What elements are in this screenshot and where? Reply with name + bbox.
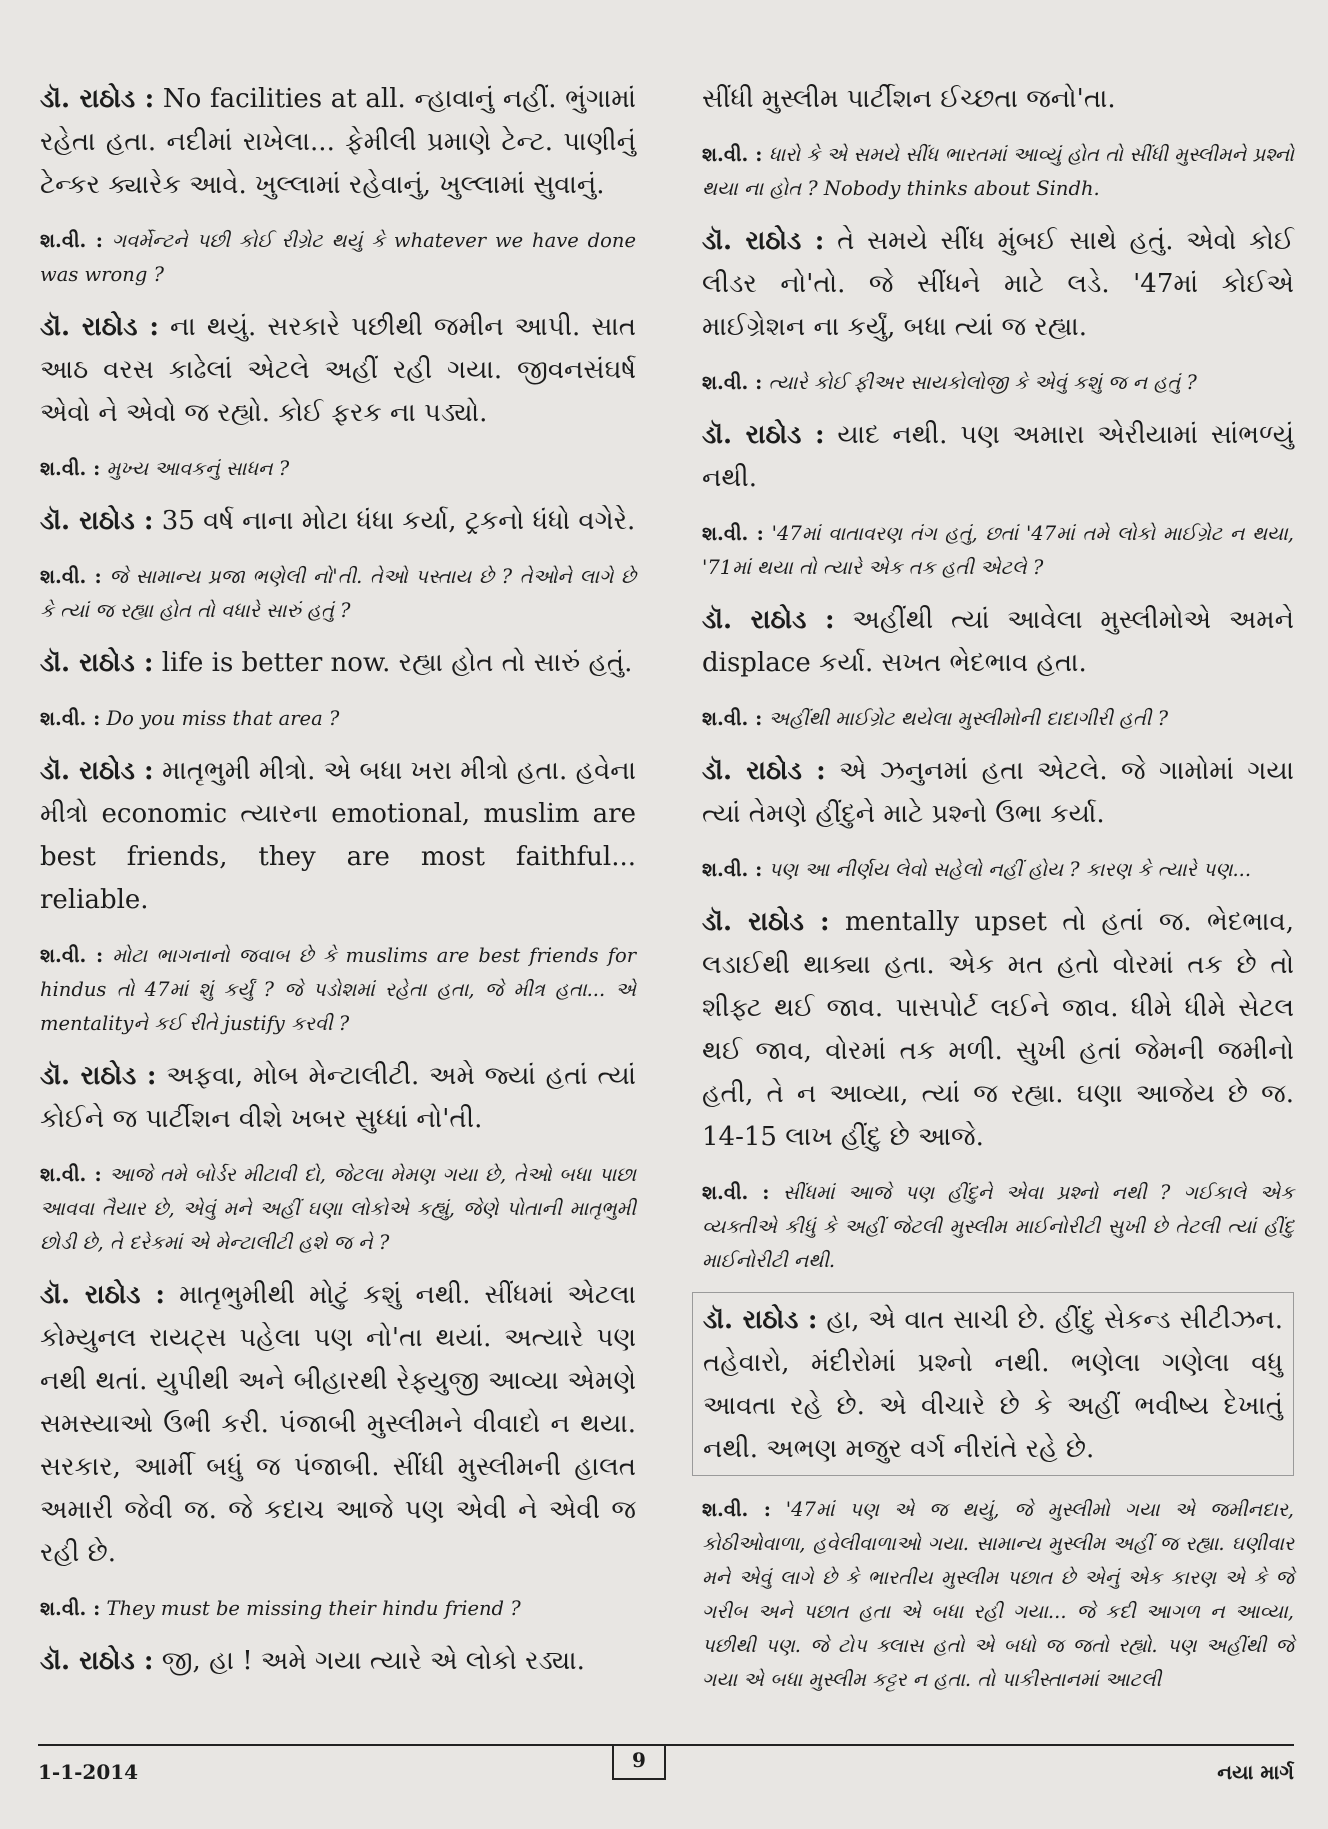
speaker-label-interviewee: ડૉ. રાઠોડ : (702, 605, 835, 635)
page-footer (38, 1744, 1294, 1806)
speaker-label-interviewee: ડૉ. રાઠોડ : (702, 756, 826, 786)
speaker-label-interviewer: શ.વી. : (40, 944, 104, 967)
paragraph-text: Do you miss that area ? (106, 707, 340, 730)
speaker-label-interviewer: શ.વી. : (702, 1181, 770, 1204)
paragraph-text: ત્યારે કોઈ ફીઅર સાયકોલોજી કે એવું કશું જ ન હતું ? (768, 371, 1197, 394)
interviewee-answer (702, 750, 1294, 836)
speaker-label-interviewer: શ.વી. : (40, 565, 102, 588)
speaker-label-interviewee: ડૉ. રાઠોડ : (702, 226, 825, 256)
interviewer-question (40, 452, 636, 486)
speaker-label-interviewer: શ.વી. : (40, 229, 104, 252)
two-column-layout (40, 78, 1294, 1711)
interviewer-question (702, 702, 1294, 736)
paragraph-text: No facilities at all. ન્હાવાનું નહીં. ભુંગામાં રહેતા હતા. નદીમાં રાખેલા... ફેમીલી પ્રમાણે ટેન્ટ. પાણીનું ટેન્કર ક્યારેક આવે. ખુલ્લામાં રહેવાનું, ખુલ્લામાં સુવાનું. (40, 84, 637, 200)
speaker-label-interviewer: શ.વી. : (40, 1597, 101, 1620)
interviewee-answer (702, 901, 1294, 1159)
paragraph-text: આજે તમે બોર્ડર મીટાવી દો, જેટલા મેમણ ગયા છે, તેઓ બધા પાછા આવવા તૈયાર છે, એવું મને અહીં ઘણા લોકોએ કહ્યું, જેણે પોતાની માતૃભુમી છોડી છે, તે દરેકમાં એ મેન્ટાલીટી હશે જ ને ? (40, 1163, 637, 1254)
paragraph-text: સીંધમાં આજે પણ હીંદુને એવા પ્રશ્નો નથી ? ગઈકાલે એક વ્યક્તીએ કીધું કે અહીં જેટલી મુસ્લીમ માઈનોરીટી સુખી છે તેટલી ત્યાં હીંદુ માઈનોરીટી નથી. (702, 1181, 1295, 1272)
paragraph-text: સીંધી મુસ્લીમ પાર્ટીશન ઈચ્છતા જનો'તા. (702, 84, 1116, 114)
speaker-label-interviewee: ડૉ. રાઠોડ : (40, 506, 154, 536)
paragraph-text: 35 વર્ષ નાના મોટા ધંધા કર્યા, ટ્રકનો ધંધો વગેરે. (161, 506, 636, 536)
interviewee-answer (702, 78, 1294, 121)
speaker-label-interviewee: ડૉ. રાઠોડ : (702, 420, 825, 450)
paragraph-text: તે સમયે સીંધ મુંબઈ સાથે હતું. એવો કોઈ લીડર નો'તો. જે સીંધને માટે લડે. '47માં કોઈએ માઈગ્રેશન ના કર્યું, બધા ત્યાં જ રહ્યા. (702, 226, 1295, 342)
interviewer-question (40, 224, 636, 292)
paragraph-text: મોટા ભાગનાનો જવાબ છે કે muslims are best friends for hindus તો 47માં શું કર્યું ? જે પડોશમાં રહેતા હતા, જે મીત્ર હતા... એ mentalityને કઈ રીતે justify કરવી ? (40, 944, 637, 1035)
paragraph-text: અફવા, મોબ મેન્ટાલીટી. અમે જ્યાં હતાં ત્યાં કોઈને જ પાર્ટીશન વીશે ખબર સુધ્ધાં નો'તી. (40, 1061, 637, 1134)
speaker-label-interviewer: શ.વી. : (702, 707, 763, 730)
speaker-label-interviewer: શ.વી. : (702, 371, 763, 394)
paragraph-text: '47માં વાતાવરણ તંગ હતું, છતાં '47માં તમે લોકો માઈગ્રેટ ન થયા, '71માં થયા તો ત્યારે એક તક હતી એટલે ? (702, 522, 1295, 579)
interviewee-answer (40, 1274, 636, 1575)
paragraph-text: અહીંથી માઈગ્રેટ થયેલા મુસ્લીમોની દાદાગીરી હતી ? (768, 707, 1169, 730)
speaker-label-interviewee: ડૉ. રાઠોડ : (40, 756, 154, 786)
speaker-label-interviewer: શ.વી. : (702, 143, 763, 166)
paragraph-text: life is better now. રહ્યા હોત તો સારું હતું. (161, 648, 633, 678)
magazine-name: નયા માર્ગ (1217, 1760, 1294, 1784)
paragraph-text: માતૃભુમીથી મોટું કશું નથી. સીંધમાં એટલા કોમ્યુનલ રાયટ્સ પહેલા પણ નો'તા થયાં. અત્યારે પણ નથી થતાં. યુપીથી અને બીહારથી રેફ્યુજી આવ્યા એમણે સમસ્યાઓ ઉભી કરી. પંજાબી મુસ્લીમને વીવાદો ન થયા. સરકાર, આર્મી બધું જ પંજાબી. સીંધી મુસ્લીમની હાલત અમારી જેવી જ. જે કદાચ આજે પણ એવી ને એવી જ રહી છે. (40, 1280, 637, 1568)
paragraph-text: જે સામાન્ય પ્રજા ભણેલી નો'તી. તેઓ પસ્તાય છે ? તેઓને લાગે છે કે ત્યાં જ રહ્યા હોત તો વધારે સારું હતું ? (40, 565, 636, 622)
speaker-label-interviewee: ડૉ. રાઠોડ : (703, 1305, 818, 1335)
interviewer-question (40, 702, 636, 736)
left-column (40, 78, 636, 1711)
interviewer-question (40, 1158, 636, 1260)
interviewee-answer (40, 78, 636, 207)
speaker-label-interviewee: ડૉ. રાઠોડ : (40, 1280, 166, 1310)
paragraph-text: માતૃભુમી મીત્રો. એ બધા ખરા મીત્રો હતા. હવેના મીત્રો economic ત્યારના emotional, muslim are best friends, they are most faithful... reliable. (40, 756, 637, 915)
paragraph-text: ના થયું. સરકારે પછીથી જમીન આપી. સાત આઠ વરસ કાઢેલાં એટલે અહીં રહી ગયા. જીવનસંઘર્ષ એવો ને એવો જ રહ્યો. કોઈ ફરક ના પડ્યો. (40, 312, 637, 428)
speaker-label-interviewer: શ.વી. : (702, 858, 763, 881)
speaker-label-interviewer: શ.વી. : (40, 1163, 102, 1186)
interviewee-answer (702, 414, 1294, 500)
paragraph-text: મુખ્ય આવકનું સાધન ? (106, 457, 290, 480)
interviewer-question (702, 1176, 1294, 1278)
paragraph-text: જી, હા ! અમે ગયા ત્યારે એ લોકો રડ્યા. (161, 1646, 585, 1676)
interviewer-question (702, 138, 1294, 206)
speaker-label-interviewer: શ.વી. : (40, 457, 101, 480)
interviewer-question (40, 560, 636, 628)
interviewer-question (702, 853, 1294, 887)
interviewer-question (702, 517, 1294, 585)
speaker-label-interviewee: ડૉ. રાઠોડ : (40, 1646, 154, 1676)
page-number: 9 (612, 1744, 666, 1780)
speaker-label-interviewee: ડૉ. રાઠોડ : (40, 312, 159, 342)
interviewee-answer (40, 306, 636, 435)
paragraph-text: '47માં પણ એ જ થયું, જે મુસ્લીમો ગયા એ જમીનદાર, કોઠીઓવાળા, હવેલીવાળાઓ ગયા. સામાન્ય મુસ્લીમ અહીં જ રહ્યા. ઘણીવાર મને એવું લાગે છે કે ભારતીય મુસ્લીમ પછાત છે એનું એક કારણ એ કે જે ગરીબ અને પછાત હતા એ બધા રહી ગયા... જે કદી આગળ ન આવ્યા, પછીથી પણ. જે ટોપ ક્લાસ હતો એ બધો જ જતો રહ્યો. પણ અહીંથી જે ગયા એ બધા મુસ્લીમ કટ્ટર ન હતા. તો પાકીસ્તાનમાં આટલી (702, 1498, 1294, 1691)
interviewee-answer (40, 1055, 636, 1141)
speaker-label-interviewer: શ.વી. : (40, 707, 101, 730)
paragraph-text: હા, એ વાત સાચી છે. હીંદુ સેકન્ડ સીટીઝન. તહેવારો, મંદીરોમાં પ્રશ્નો નથી. ભણેલા ગણેલા વધુ આવતા રહે છે. એ વીચારે છે કે અહીં ભવીષ્ય દેખાતું નથી. અભણ મજુર વર્ગ નીરાંતે રહે છે. (703, 1305, 1284, 1464)
interviewer-question (40, 1592, 636, 1626)
speaker-label-interviewee: ડૉ. રાઠોડ : (40, 648, 154, 678)
issue-date: 1-1-2014 (38, 1760, 139, 1784)
speaker-label-interviewee: ડૉ. રાઠોડ : (40, 1061, 157, 1091)
speaker-label-interviewer: શ.વી. : (702, 1498, 771, 1521)
interviewer-question (40, 939, 636, 1041)
interviewee-answer (702, 220, 1294, 349)
interviewee-answer (40, 750, 636, 922)
interviewee-answer (702, 599, 1294, 685)
paragraph-text: ધારો કે એ સમયે સીંધ ભારતમાં આવ્યું હોત તો સીંધી મુસ્લીમને પ્રશ્નો થયા ના હોત ? Nobody thinks about Sindh. (702, 143, 1294, 200)
interviewee-answer (40, 500, 636, 543)
interviewer-question (702, 366, 1294, 400)
interviewee-answer (692, 1292, 1294, 1476)
interviewee-answer (40, 1640, 636, 1683)
paragraph-text: mentally upset તો હતાં જ. ભેદભાવ, લડાઈથી થાક્યા હતા. એક મત હતો વોરમાં તક છે તો શીફ્ટ થઈ જાવ. પાસપોર્ટ લઈને જાવ. ધીમે ધીમે સેટલ થઈ જાવ, વોરમાં તક મળી. સુખી હતાં જેમની જમીનો હતી, તે ન આવ્યા, ત્યાં જ રહ્યા. ઘણા આજેય છે જ. 14-15 લાખ હીંદુ છે આજે. (702, 907, 1295, 1152)
right-column (702, 78, 1294, 1711)
paragraph-text: They must be missing their hindu friend ? (106, 1597, 521, 1620)
speaker-label-interviewee: ડૉ. રાઠોડ : (702, 907, 830, 937)
paragraph-text: ગવર્મેન્ટને પછી કોઈ રીગ્રેટ થયું કે whatever we have done was wrong ? (40, 229, 637, 286)
speaker-label-interviewee: ડૉ. રાઠોડ : (40, 84, 155, 114)
paragraph-text: યાદ નથી. પણ અમારા એરીયામાં સાંભળ્યું નથી. (702, 420, 1294, 493)
paragraph-text: પણ આ નીર્ણય લેવો સહેલો નહીં હોય ? કારણ કે ત્યારે પણ... (768, 858, 1252, 881)
interviewee-answer (40, 642, 636, 685)
paragraph-text: અહીંથી ત્યાં આવેલા મુસ્લીમોએ અમને displace કર્યા. સખત ભેદભાવ હતા. (702, 605, 1295, 678)
interviewer-question (702, 1493, 1294, 1697)
paragraph-text: એ ઝનુનમાં હતા એટલે. જે ગામોમાં ગયા ત્યાં તેમણે હીંદુને માટે પ્રશ્નો ઉભા કર્યા. (702, 756, 1295, 829)
speaker-label-interviewer: શ.વી. : (702, 522, 764, 545)
